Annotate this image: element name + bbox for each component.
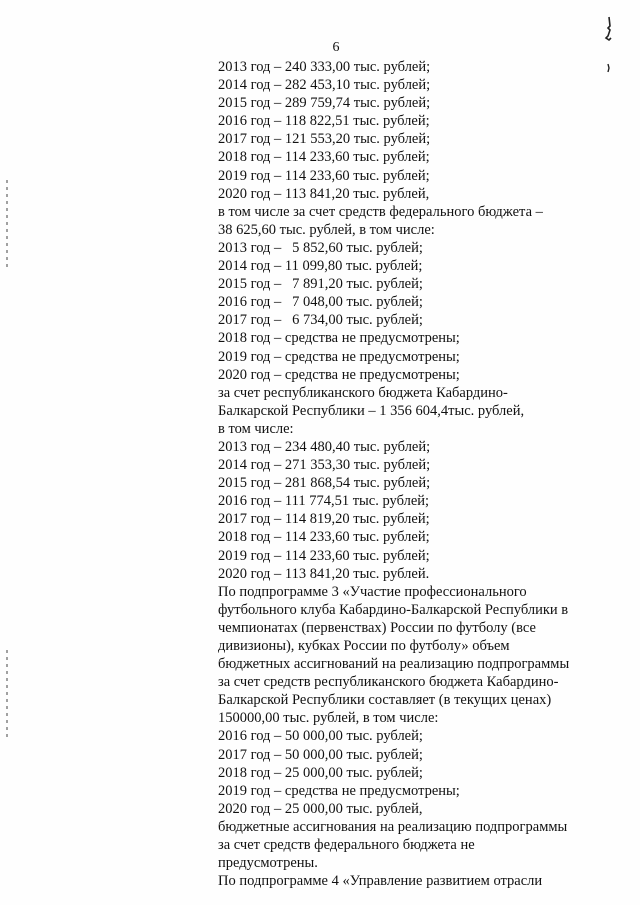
text-line: за счет средств федерального бюджета не bbox=[218, 837, 475, 854]
text-line: 2020 год – 25 000,00 тыс. рублей, bbox=[218, 800, 423, 817]
text-line: 2013 год – 234 480,40 тыс. рублей; bbox=[218, 438, 431, 455]
text-line: 2019 год – 114 233,60 тыс. рублей; bbox=[218, 167, 430, 184]
text-line: 2016 год – 111 774,51 тыс. рублей; bbox=[218, 493, 430, 510]
text-line: футбольного клуба Кабардино-Балкарской Республики в bbox=[218, 601, 569, 618]
text-line: 2014 год – 282 453,10 тыс. рублей; bbox=[218, 77, 431, 94]
text-line: бюджетные ассигнования на реализацию подпрограммы bbox=[218, 818, 568, 835]
text-line: в том числе: bbox=[218, 420, 294, 437]
text-line: 2019 год – средства не предусмотрены; bbox=[218, 782, 460, 799]
text-line: бюджетных ассигнований на реализацию подпрограммы bbox=[218, 656, 570, 673]
text-line: 2018 год – 114 233,60 тыс. рублей; bbox=[218, 149, 430, 166]
text-line: 2016 год – 7 048,00 тыс. рублей; bbox=[218, 294, 423, 311]
text-line: в том числе за счет средств федерального бюджета – bbox=[218, 203, 543, 220]
scan-artifact-mark bbox=[604, 16, 612, 42]
text-line: 2017 год – 50 000,00 тыс. рублей; bbox=[218, 746, 423, 763]
page-number: 6 bbox=[332, 40, 340, 55]
text-line: По подпрограмме 3 «Участие профессионального bbox=[218, 583, 527, 600]
text-line: 2017 год – 121 553,20 тыс. рублей; bbox=[218, 131, 431, 148]
text-line: 2013 год – 5 852,60 тыс. рублей; bbox=[218, 239, 423, 256]
text-line: дивизионы), кубках России по футболу» объем bbox=[218, 638, 510, 654]
text-line: 2020 год – 113 841,20 тыс. рублей, bbox=[218, 185, 430, 202]
text-line: 2015 год – 289 759,74 тыс. рублей; bbox=[218, 95, 431, 112]
text-line: 2020 год – средства не предусмотрены; bbox=[218, 366, 460, 383]
text-line: 2015 год – 281 868,54 тыс. рублей; bbox=[218, 475, 431, 492]
text-line: 2016 год – 50 000,00 тыс. рублей; bbox=[218, 728, 423, 745]
binding-edge-mark bbox=[6, 180, 8, 270]
text-line: 2013 год – 240 333,00 тыс. рублей; bbox=[218, 59, 431, 75]
text-line: Балкарской Республики – 1 356 604,4тыс. рублей, bbox=[218, 402, 525, 419]
text-line: 2018 год – 114 233,60 тыс. рублей; bbox=[218, 529, 430, 546]
text-line: 2019 год – 114 233,60 тыс. рублей; bbox=[218, 547, 430, 564]
text-line: чемпионатах (первенствах) России по футболу (все bbox=[218, 619, 536, 636]
text-line: 2014 год – 271 353,30 тыс. рублей; bbox=[218, 457, 431, 474]
text-line: 2016 год – 118 822,51 тыс. рублей; bbox=[218, 113, 430, 130]
text-line: 2017 год – 114 819,20 тыс. рублей; bbox=[218, 511, 430, 528]
text-line: 2018 год – средства не предусмотрены; bbox=[218, 330, 460, 347]
budget-text-block bbox=[218, 58, 618, 890]
text-line: 2018 год – 25 000,00 тыс. рублей; bbox=[218, 764, 423, 781]
text-line: 150000,00 тыс. рублей, в том числе: bbox=[218, 710, 439, 727]
text-line: за счет республиканского бюджета Кабардино- bbox=[218, 384, 508, 401]
text-line: 38 625,60 тыс. рублей, в том числе: bbox=[218, 221, 435, 238]
text-line: 2015 год – 7 891,20 тыс. рублей; bbox=[218, 276, 423, 293]
text-line: По подпрограмме 4 «Управление развитием отрасли bbox=[218, 873, 543, 890]
text-line: 2019 год – средства не предусмотрены; bbox=[218, 348, 460, 365]
text-line: за счет средств республиканского бюджета Кабардино- bbox=[218, 674, 559, 691]
text-line: предусмотрены. bbox=[218, 855, 318, 872]
text-line: 2020 год – 113 841,20 тыс. рублей. bbox=[218, 565, 430, 582]
binding-edge-mark bbox=[6, 650, 8, 740]
text-line: 2017 год – 6 734,00 тыс. рублей; bbox=[218, 312, 423, 329]
text-line: 2014 год – 11 099,80 тыс. рублей; bbox=[218, 258, 423, 275]
text-line: Балкарской Республики составляет (в текущих ценах) bbox=[218, 692, 552, 709]
